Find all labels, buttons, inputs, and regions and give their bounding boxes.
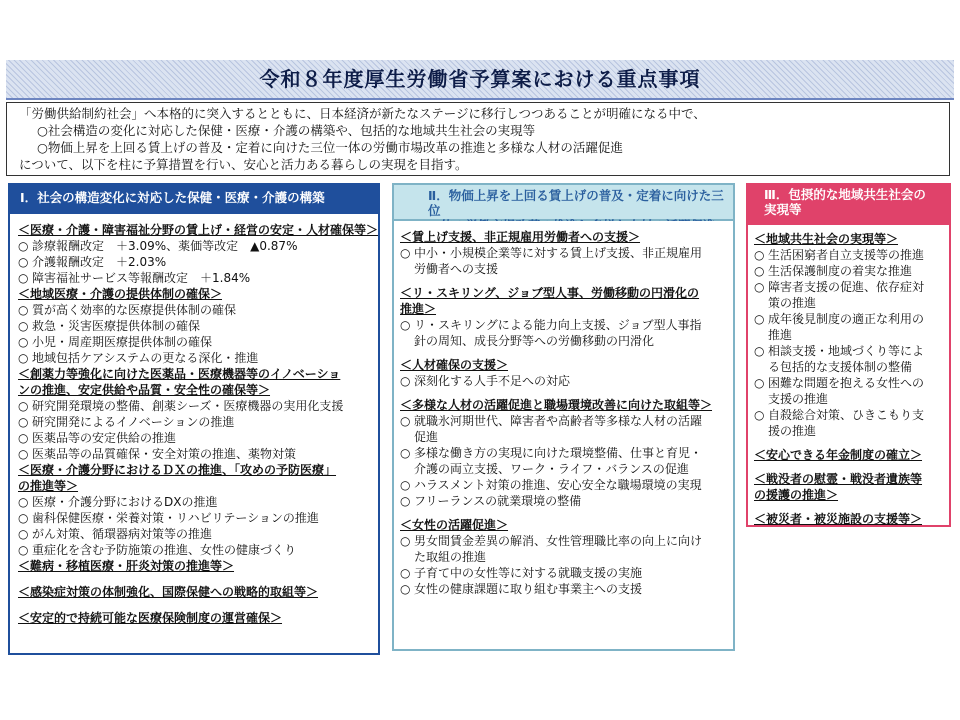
bullet-icon: ○ xyxy=(400,318,411,332)
item-text: 生活困窮者自立支援等の推進 xyxy=(768,248,925,262)
section-heading: ＜難病・移植医療・肝炎対策の推進等＞ xyxy=(18,559,235,573)
bullet-icon: ○ xyxy=(400,566,411,580)
section-heading: ＜人材確保の支援＞ xyxy=(400,358,509,372)
section-heading: ンの推進、安定供給や品質・安全性の確保等＞ xyxy=(18,383,271,397)
item-text: 多様な働き方の実現に向けた環境整備、仕事と育児・ xyxy=(414,446,703,460)
list-item xyxy=(18,318,378,334)
list-item xyxy=(754,247,949,263)
list-item xyxy=(400,533,733,549)
bullet-icon: ○ xyxy=(400,494,411,508)
pillar-2-heading xyxy=(392,183,735,221)
bullet-icon: ○ xyxy=(400,446,411,460)
item-text: 地域包括ケアシステムの更なる深化・推進 xyxy=(32,351,259,365)
list-item xyxy=(754,263,949,279)
spacer xyxy=(400,509,733,517)
item-text: 研究開発環境の整備、創薬シーズ・医療機器の実用化支援 xyxy=(32,399,344,413)
section-heading: の援護の推進＞ xyxy=(754,488,839,502)
bullet-icon: ○ xyxy=(18,543,29,557)
section-heading: ＜女性の活躍促進＞ xyxy=(400,518,509,532)
pillar-3-panel xyxy=(746,183,951,527)
list-item xyxy=(18,526,378,542)
list-item xyxy=(18,270,378,286)
bullet-icon: ○ xyxy=(400,414,411,428)
item-text-cont: る包括的な支援体制の整備 xyxy=(768,360,913,374)
item-text: 男女間賃金差異の解消、女性管理職比率の向上に向け xyxy=(414,534,703,548)
list-item xyxy=(18,334,378,350)
spacer xyxy=(18,574,378,584)
bullet-icon: ○ xyxy=(18,415,29,429)
item-text: 困難な問題を抱える女性への xyxy=(768,376,925,390)
list-item xyxy=(400,581,733,597)
pillar-3-heading xyxy=(746,183,951,223)
spacer xyxy=(400,277,733,285)
list-item xyxy=(754,279,949,295)
item-text: ハラスメント対策の推進、安心安全な職場環境の実現 xyxy=(414,478,702,492)
item-text: 介護報酬改定 ＋2.03% xyxy=(32,255,167,269)
list-item xyxy=(18,254,378,270)
pillar-1-panel xyxy=(8,183,380,655)
item-text-cont: 針の周知、成長分野等への労働移動の円滑化 xyxy=(414,334,655,348)
spacer xyxy=(400,389,733,397)
item-text-cont: 労働者への支援 xyxy=(414,262,499,276)
bullet-icon: ○ xyxy=(18,431,29,445)
list-item xyxy=(400,317,733,333)
section-heading: の推進等＞ xyxy=(18,479,79,493)
spacer xyxy=(400,349,733,357)
list-item xyxy=(18,302,378,318)
bullet-icon: ○ xyxy=(400,534,411,548)
item-text: 自殺総合対策、ひきこもり支 xyxy=(768,408,925,422)
pillar-3-body xyxy=(746,223,951,527)
item-text: 子育て中の女性等に対する就職支援の実施 xyxy=(414,566,643,580)
list-item xyxy=(400,477,733,493)
item-text: 障害者支援の促進、依存症対 xyxy=(768,280,925,294)
bullet-icon: ○ xyxy=(18,351,29,365)
intro-line: ○物価上昇を上回る賃上げの普及・定着に向けた三位一体の労働市場改革の推進と多様な人材の活躍促進 xyxy=(37,140,623,155)
section-heading: ＜地域医療・介護の提供体制の確保＞ xyxy=(18,287,223,301)
section-heading: ＜賃上げ支援、非正規雇用労働者への支援＞ xyxy=(400,230,641,244)
item-text: 重症化を含む予防施策の推進、女性の健康づくり xyxy=(32,543,297,557)
section-heading: ＜リ・スキリング、ジョブ型人事、労働移動の円滑化の xyxy=(400,286,700,300)
bullet-icon: ○ xyxy=(18,447,29,461)
list-item xyxy=(18,494,378,510)
item-text-cont: た取組の推進 xyxy=(414,550,487,564)
item-text-cont: 促進 xyxy=(414,430,439,444)
list-item xyxy=(18,542,378,558)
bullet-icon: ○ xyxy=(754,312,765,326)
list-item xyxy=(18,398,378,414)
bullet-icon: ○ xyxy=(18,303,29,317)
item-text-cont: 支援の推進 xyxy=(768,392,829,406)
list-item xyxy=(754,407,949,423)
bullet-icon: ○ xyxy=(18,511,29,525)
heading-line: Ⅱ．物価上昇を上回る賃上げの普及・定着に向けた三位 xyxy=(428,188,724,218)
item-text: 質が高く効率的な医療提供体制の確保 xyxy=(32,303,237,317)
list-item xyxy=(18,430,378,446)
spacer xyxy=(754,503,949,511)
list-item xyxy=(754,375,949,391)
item-text: 相談支援・地域づくり等によ xyxy=(768,344,925,358)
list-item xyxy=(18,350,378,366)
item-text: 生活保護制度の着実な推進 xyxy=(768,264,913,278)
bullet-icon: ○ xyxy=(754,408,765,422)
bullet-icon: ○ xyxy=(754,280,765,294)
bullet-icon: ○ xyxy=(18,527,29,541)
list-item xyxy=(400,373,733,389)
spacer xyxy=(18,600,378,610)
bullet-icon: ○ xyxy=(18,335,29,349)
list-item xyxy=(754,311,949,327)
bullet-icon: ○ xyxy=(18,319,29,333)
list-item xyxy=(18,510,378,526)
item-text-cont: 介護の両立支援、ワーク・ライフ・バランスの促進 xyxy=(414,462,689,476)
section-heading: ＜多様な人材の活躍促進と職場環境改善に向けた取組等＞ xyxy=(400,398,713,412)
section-heading: ＜創薬力等強化に向けた医薬品・医療機器等のイノベーショ xyxy=(18,367,341,381)
intro-line: 「労働供給制約社会」へ本格的に突入するとともに、日本経済が新たなステージに移行しつつあることが明確になる中で、 xyxy=(19,106,706,121)
item-text: 障害福祉サービス等報酬改定 ＋1.84% xyxy=(32,271,251,285)
heading-line: 実現等 xyxy=(764,202,802,217)
list-item xyxy=(400,245,733,261)
pillar-1-body xyxy=(8,212,380,655)
list-item xyxy=(400,493,733,509)
item-text: 医療・介護分野におけるDXの推進 xyxy=(32,495,218,509)
section-heading: ＜戦没者の慰霊・戦没者遺族等 xyxy=(754,472,923,486)
item-text: 歯科保健医療・栄養対策・リハビリテーションの推進 xyxy=(32,511,319,525)
intro-line: ○社会構造の変化に対応した保健・医療・介護の構築や、包括的な地域共生社会の実現等 xyxy=(37,123,536,138)
spacer xyxy=(754,439,949,447)
item-text: 小児・周産期医療提供体制の確保 xyxy=(32,335,213,349)
section-heading: ＜安定的で持続可能な医療保険制度の運営確保＞ xyxy=(18,611,283,625)
section-heading: ＜医療・介護・障害福祉分野の賃上げ・経営の安定・人材確保等＞ xyxy=(18,223,379,237)
section-heading: ＜安心できる年金制度の確立＞ xyxy=(754,448,923,462)
item-text: 深刻化する人手不足への対応 xyxy=(414,374,571,388)
bullet-icon: ○ xyxy=(754,264,765,278)
list-item xyxy=(18,414,378,430)
list-item xyxy=(18,446,378,462)
item-text-cont: 援の推進 xyxy=(768,424,817,438)
item-text-cont: 策の推進 xyxy=(768,296,817,310)
item-text: がん対策、循環器病対策等の推進 xyxy=(32,527,213,541)
title-band xyxy=(6,60,954,100)
pillar-2-body xyxy=(392,221,735,651)
section-heading: ＜地域共生社会の実現等＞ xyxy=(754,232,899,246)
list-item xyxy=(400,445,733,461)
bullet-icon: ○ xyxy=(754,344,765,358)
bullet-icon: ○ xyxy=(18,271,29,285)
item-text: 医薬品等の安定供給の推進 xyxy=(32,431,177,445)
item-text: 就職氷河期世代、障害者や高齢者等多様な人材の活躍 xyxy=(414,414,703,428)
list-item xyxy=(754,343,949,359)
item-text: リ・スキリングによる能力向上支援、ジョブ型人事指 xyxy=(414,318,702,332)
pillar-1-heading: Ⅰ．社会の構造変化に対応した保健・医療・介護の構築 xyxy=(8,183,380,212)
list-item xyxy=(400,565,733,581)
item-text: 中小・小規模企業等に対する賃上げ支援、非正規雇用 xyxy=(414,246,703,260)
list-item xyxy=(18,238,378,254)
pillar-2-panel xyxy=(392,183,735,651)
page-title: 令和８年度厚生労働省予算案における重点事項 xyxy=(259,67,701,91)
section-heading: 推進＞ xyxy=(400,302,437,316)
bullet-icon: ○ xyxy=(18,255,29,269)
heading-line: Ⅲ．包摂的な地域共生社会の xyxy=(764,187,926,202)
bullet-icon: ○ xyxy=(400,374,411,388)
bullet-icon: ○ xyxy=(400,478,411,492)
item-text: 救急・災害医療提供体制の確保 xyxy=(32,319,201,333)
item-text: 診療報酬改定 ＋3.09%、薬価等改定 ▲0.87% xyxy=(32,239,298,253)
item-text-cont: 推進 xyxy=(768,328,793,342)
bullet-icon: ○ xyxy=(754,248,765,262)
spacer xyxy=(754,463,949,471)
section-heading: ＜感染症対策の体制強化、国際保健への戦略的取組等＞ xyxy=(18,585,319,599)
section-heading: ＜被災者・被災施設の支援等＞ xyxy=(754,512,923,526)
item-text: 女性の健康課題に取り組む事業主への支援 xyxy=(414,582,643,596)
intro-box xyxy=(6,102,950,176)
item-text: 成年後見制度の適正な利用の xyxy=(768,312,925,326)
bullet-icon: ○ xyxy=(18,239,29,253)
bullet-icon: ○ xyxy=(400,246,411,260)
bullet-icon: ○ xyxy=(18,399,29,413)
item-text: 研究開発によるイノベーションの推進 xyxy=(32,415,235,429)
intro-line: について、以下を柱に予算措置を行い、安心と活力ある暮らしの実現を目指す。 xyxy=(19,157,468,172)
section-heading: ＜医療・介護分野におけるＤＸの推進、「攻めの予防医療」 xyxy=(18,463,337,477)
bullet-icon: ○ xyxy=(754,376,765,390)
item-text: 医薬品等の品質確保・安全対策の推進、薬物対策 xyxy=(32,447,297,461)
bullet-icon: ○ xyxy=(400,582,411,596)
bullet-icon: ○ xyxy=(18,495,29,509)
list-item xyxy=(400,413,733,429)
item-text: フリーランスの就業環境の整備 xyxy=(414,494,582,508)
